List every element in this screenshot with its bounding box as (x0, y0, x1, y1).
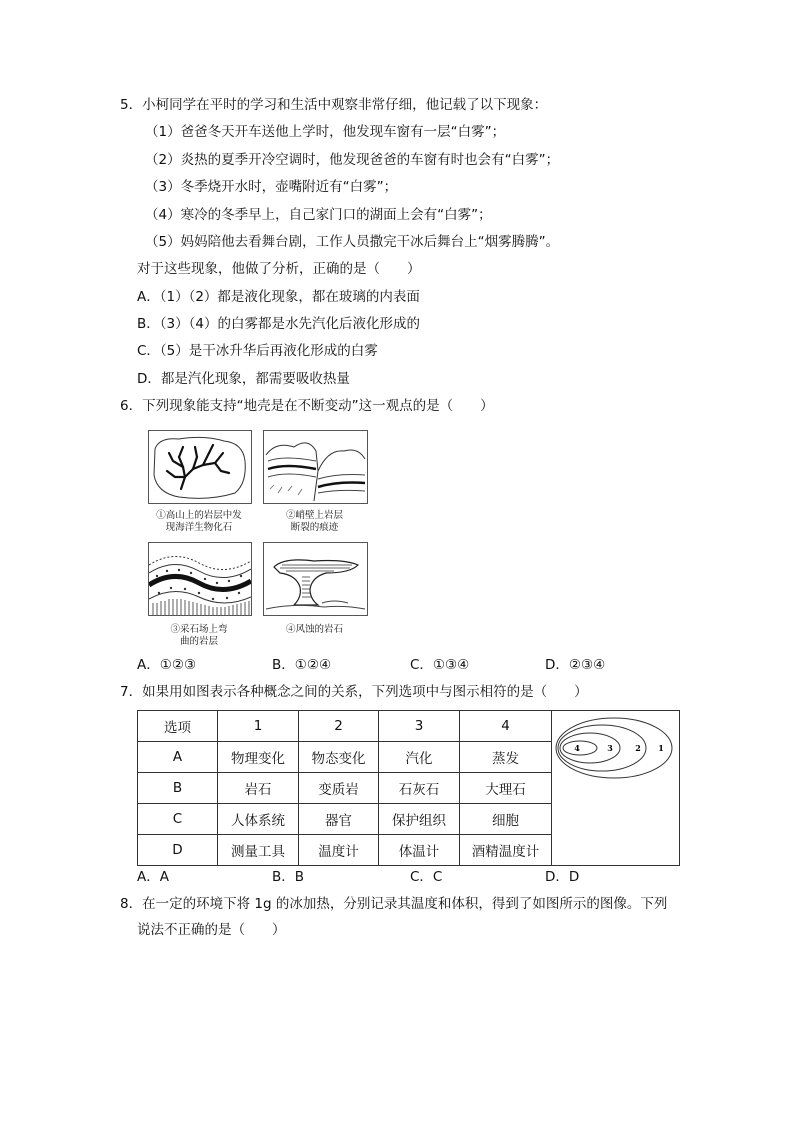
row-d-2: 温度计 (299, 835, 379, 866)
q7-option-d: D．D (545, 869, 580, 885)
q8-line2: 说法不正确的是（ ） (137, 922, 286, 938)
q5-option-b: B．（3）（4）的白雾都是水先汽化后液化形成的 (137, 316, 420, 332)
q7-concept-table (137, 710, 680, 866)
row-d-option: D (138, 835, 218, 866)
wind-eroded-rock-image (263, 542, 368, 616)
table-header-row (138, 711, 680, 742)
q7-stem: 7．如果用如图表示各种概念之间的关系，下列选项中与图示相符的是（ ） (120, 684, 588, 700)
q5-item-4: （4）寒冷的冬季早上，自己家门口的湖面上会有“白雾”； (145, 207, 492, 223)
row-a-option: A (138, 742, 218, 773)
caption-4-line1: ④风蚀的岩石 (285, 624, 343, 635)
diagram-label-3: 3 (607, 743, 613, 753)
q7-option-b: B．B (272, 869, 305, 885)
header-1: 1 (218, 711, 299, 742)
caption-2-line2: 断裂的痕迹 (290, 522, 339, 533)
q8-line1: 8．在一定的环境下将 1g 的冰加热，分别记录其温度和体积，得到了如图所示的图像。下列 (120, 896, 668, 912)
header-2: 2 (299, 711, 379, 742)
diagram-label-4: 4 (574, 743, 580, 753)
cliff-fault-image (263, 430, 368, 504)
row-c-4: 细胞 (460, 804, 552, 835)
q5-question: 对于这些现象，他做了分析，正确的是（ ） (137, 261, 421, 277)
q6-option-a: A．①②③ (137, 657, 197, 673)
strata-illustration (149, 543, 251, 615)
q5-option-a: A．（1）（2）都是液化现象，都在玻璃的内表面 (137, 289, 420, 305)
header-option: 选项 (138, 711, 218, 742)
header-4: 4 (460, 711, 552, 742)
caption-1-line2: 现海洋生物化石 (165, 522, 233, 533)
row-c-1: 人体系统 (218, 804, 299, 835)
caption-3-line1: ③采石场上弯 (170, 624, 228, 635)
row-b-1: 岩石 (218, 773, 299, 804)
row-d-4: 酒精温度计 (460, 835, 552, 866)
caption-2-line1: ②峭壁上岩层 (285, 510, 343, 521)
q5-item-5: （5）妈妈陪他去看舞台剧，工作人员撒完干冰后舞台上“烟雾腾腾”。 (145, 234, 560, 250)
diagram-label-1: 1 (658, 743, 664, 753)
caption-3-line2: 曲的岩层 (179, 636, 218, 647)
q7-option-a: A．A (137, 869, 169, 885)
diagram-label-2: 2 (635, 743, 641, 753)
concept-diagram-cell (552, 711, 680, 866)
folded-strata-image (148, 542, 252, 616)
fossil-rock-image (148, 430, 252, 504)
row-a-3: 汽化 (379, 742, 460, 773)
row-b-option: B (138, 773, 218, 804)
q5-item-2: （2）炎热的夏季开冷空调时，他发现爸爸的车窗有时也会有“白雾”； (145, 152, 560, 168)
row-a-2: 物态变化 (299, 742, 379, 773)
q5-stem: 5．小柯同学在平时的学习和生活中观察非常仔细，他记载了以下现象： (120, 97, 548, 113)
row-d-1: 测量工具 (218, 835, 299, 866)
eroded-rock-illustration (264, 543, 367, 615)
row-c-option: C (138, 804, 218, 835)
row-b-3: 石灰石 (379, 773, 460, 804)
row-b-2: 变质岩 (299, 773, 379, 804)
row-c-2: 器官 (299, 804, 379, 835)
row-a-1: 物理变化 (218, 742, 299, 773)
q6-stem: 6．下列现象能支持“地壳是在不断变动”这一观点的是（ ） (120, 398, 494, 414)
q7-option-c: C．C (410, 869, 443, 885)
row-c-3: 保护组织 (379, 804, 460, 835)
q5-option-c: C．（5）是干冰升华后再液化形成的白雾 (137, 343, 378, 359)
row-d-3: 体温计 (379, 835, 460, 866)
q5-item-1: （1）爸爸冬天开车送他上学时，他发现车窗有一层“白雾”； (145, 124, 506, 140)
q6-option-b: B．①②④ (272, 657, 332, 673)
header-3: 3 (379, 711, 460, 742)
row-b-4: 大理石 (460, 773, 552, 804)
fossil-illustration (149, 431, 251, 503)
q6-option-c: C．①③④ (410, 657, 470, 673)
q5-item-3: （3）冬季烧开水时，壶嘴附近有“白雾”； (145, 179, 398, 195)
row-a-4: 蒸发 (460, 742, 552, 773)
caption-1-line1: ①高山上的岩层中发 (156, 510, 242, 521)
q5-option-d: D．都是汽化现象，都需要吸收热量 (137, 371, 350, 387)
nested-ellipses-diagram (552, 711, 679, 861)
q6-option-d: D．②③④ (545, 657, 606, 673)
cliff-illustration (264, 431, 367, 503)
